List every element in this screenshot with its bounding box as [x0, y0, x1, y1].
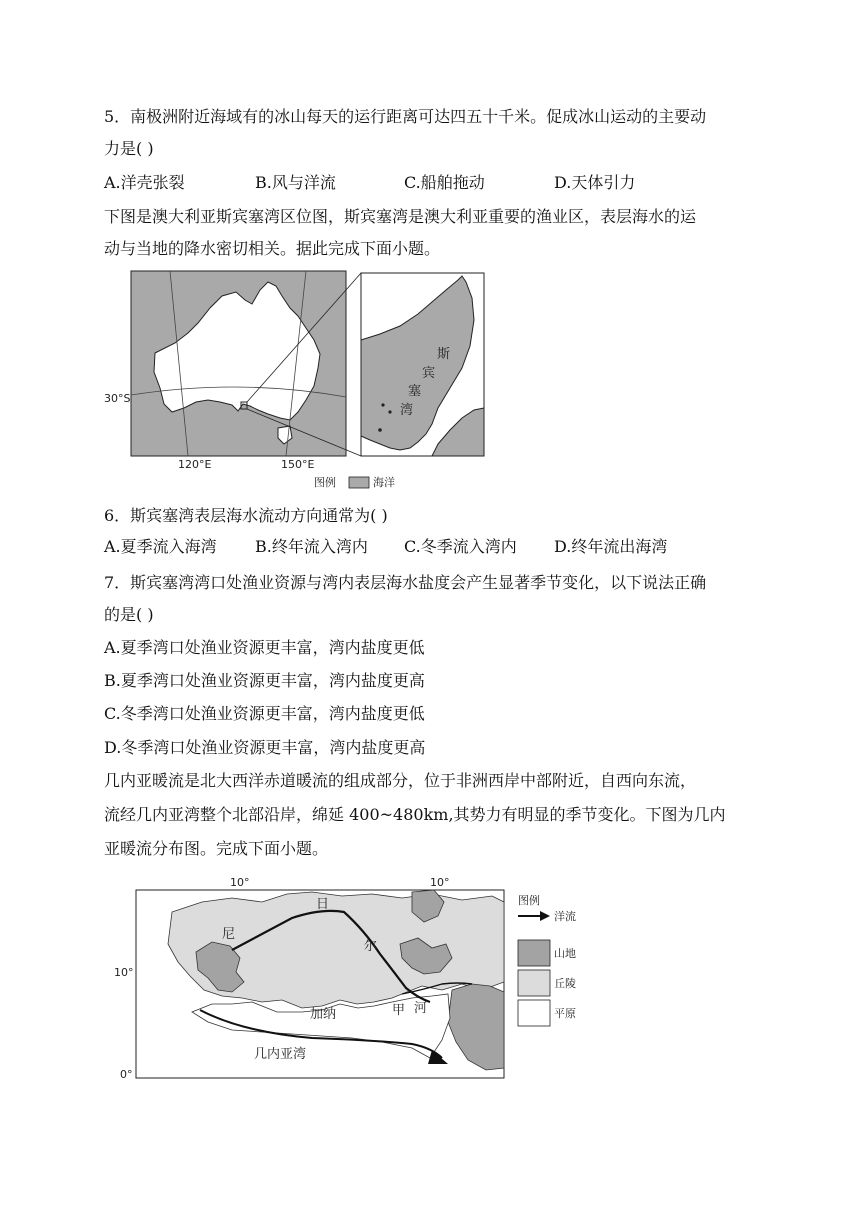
q7-option-b: B.夏季湾口处渔业资源更丰富，湾内盐度更高 — [104, 671, 425, 690]
label-ri: 日 — [316, 897, 330, 912]
inset-island-2 — [388, 410, 391, 413]
label-er: 尔 — [364, 939, 378, 954]
map2-legend-title: 图例 — [518, 894, 540, 907]
lon-label-120e: 120°E — [178, 458, 212, 471]
label-jia: 甲 — [392, 1003, 406, 1018]
inset-island-3 — [378, 428, 382, 432]
q5-stem-line1: 5．南极洲附近海域有的冰山每天的运行距离可达四五十千米。促成冰山运动的主要动 — [104, 107, 707, 126]
q7-stem-line1: 7．斯宾塞湾湾口处渔业资源与湾内表层海水盐度会产生显著季节变化，以下说法正确 — [104, 573, 707, 592]
q5-stem-line2: 力是( ) — [104, 139, 154, 158]
lat-label-30s: 30°S — [104, 392, 131, 405]
legend-current-arrowhead — [540, 911, 550, 921]
q6-option-b: B.终年流入湾内 — [255, 537, 368, 556]
q5-option-b: B.风与洋流 — [255, 173, 336, 192]
inset-island-1 — [381, 403, 384, 406]
q6-stem: 6．斯宾塞湾表层海水流动方向通常为( ) — [104, 506, 388, 525]
legend-hill-label: 丘陵 — [554, 977, 576, 990]
label-ni: 尼 — [222, 927, 236, 942]
label-he: 河 — [414, 1001, 428, 1016]
intro2-line3: 亚暖流分布图。完成下面小题。 — [104, 839, 329, 858]
legend-hill-swatch — [518, 970, 550, 996]
q5-option-c: C.船舶拖动 — [404, 173, 485, 192]
q5-option-a: A.洋壳张裂 — [104, 173, 185, 192]
legend-mountain-swatch — [518, 940, 550, 966]
label-gulf-of-guinea: 几内亚湾 — [254, 1047, 307, 1062]
australia-location-map — [100, 268, 500, 496]
lon-label-150e: 150°E — [281, 458, 315, 471]
q7-option-a: A.夏季湾口处渔业资源更丰富，湾内盐度更低 — [104, 638, 425, 657]
map1-legend-ocean-label: 海洋 — [373, 476, 395, 489]
legend-mountain-label: 山地 — [554, 947, 576, 960]
map1-legend-ocean-swatch — [349, 477, 369, 488]
legend-current-label: 洋流 — [554, 910, 576, 923]
label-ghana: 加纳 — [310, 1007, 337, 1022]
map1-legend-title: 图例 — [314, 476, 336, 489]
q6-option-d: D.终年流出海湾 — [554, 537, 668, 556]
inset-label-wan: 湾 — [400, 403, 414, 418]
q6-option-a: A.夏季流入海湾 — [104, 537, 217, 556]
q7-option-d: D.冬季湾口处渔业资源更丰富，湾内盐度更高 — [104, 738, 426, 757]
guinea-current-map — [112, 872, 592, 1082]
intro1-line1: 下图是澳大利亚斯宾塞湾区位图，斯宾塞湾是澳大利亚重要的渔业区，表层海水的运 — [104, 207, 697, 226]
legend-plain-swatch — [518, 1000, 550, 1026]
inset-label-sai: 塞 — [408, 384, 422, 399]
legend-plain-label: 平原 — [554, 1007, 576, 1020]
lat-label-10: 10° — [114, 966, 134, 979]
intro2-line1: 几内亚暖流是北大西洋赤道暖流的组成部分，位于非洲西岸中部附近，自西向东流， — [104, 771, 697, 790]
inset-label-bin: 宾 — [422, 366, 436, 381]
lon-label-west: 10° — [230, 876, 250, 889]
intro1-line2: 动与当地的降水密切相关。据此完成下面小题。 — [104, 239, 441, 258]
q6-option-c: C.冬季流入湾内 — [404, 537, 517, 556]
q5-option-d: D.天体引力 — [554, 173, 636, 192]
q7-stem-line2: 的是( ) — [104, 605, 154, 624]
lon-label-east: 10° — [430, 876, 450, 889]
inset-label-si: 斯 — [437, 347, 451, 362]
intro2-line2: 流经几内亚湾整个北部沿岸，绵延 400~480km,其势力有明显的季节变化。下图为几内 — [104, 805, 726, 824]
lat-label-0: 0° — [120, 1068, 133, 1081]
q7-option-c: C.冬季湾口处渔业资源更丰富，湾内盐度更低 — [104, 704, 425, 723]
